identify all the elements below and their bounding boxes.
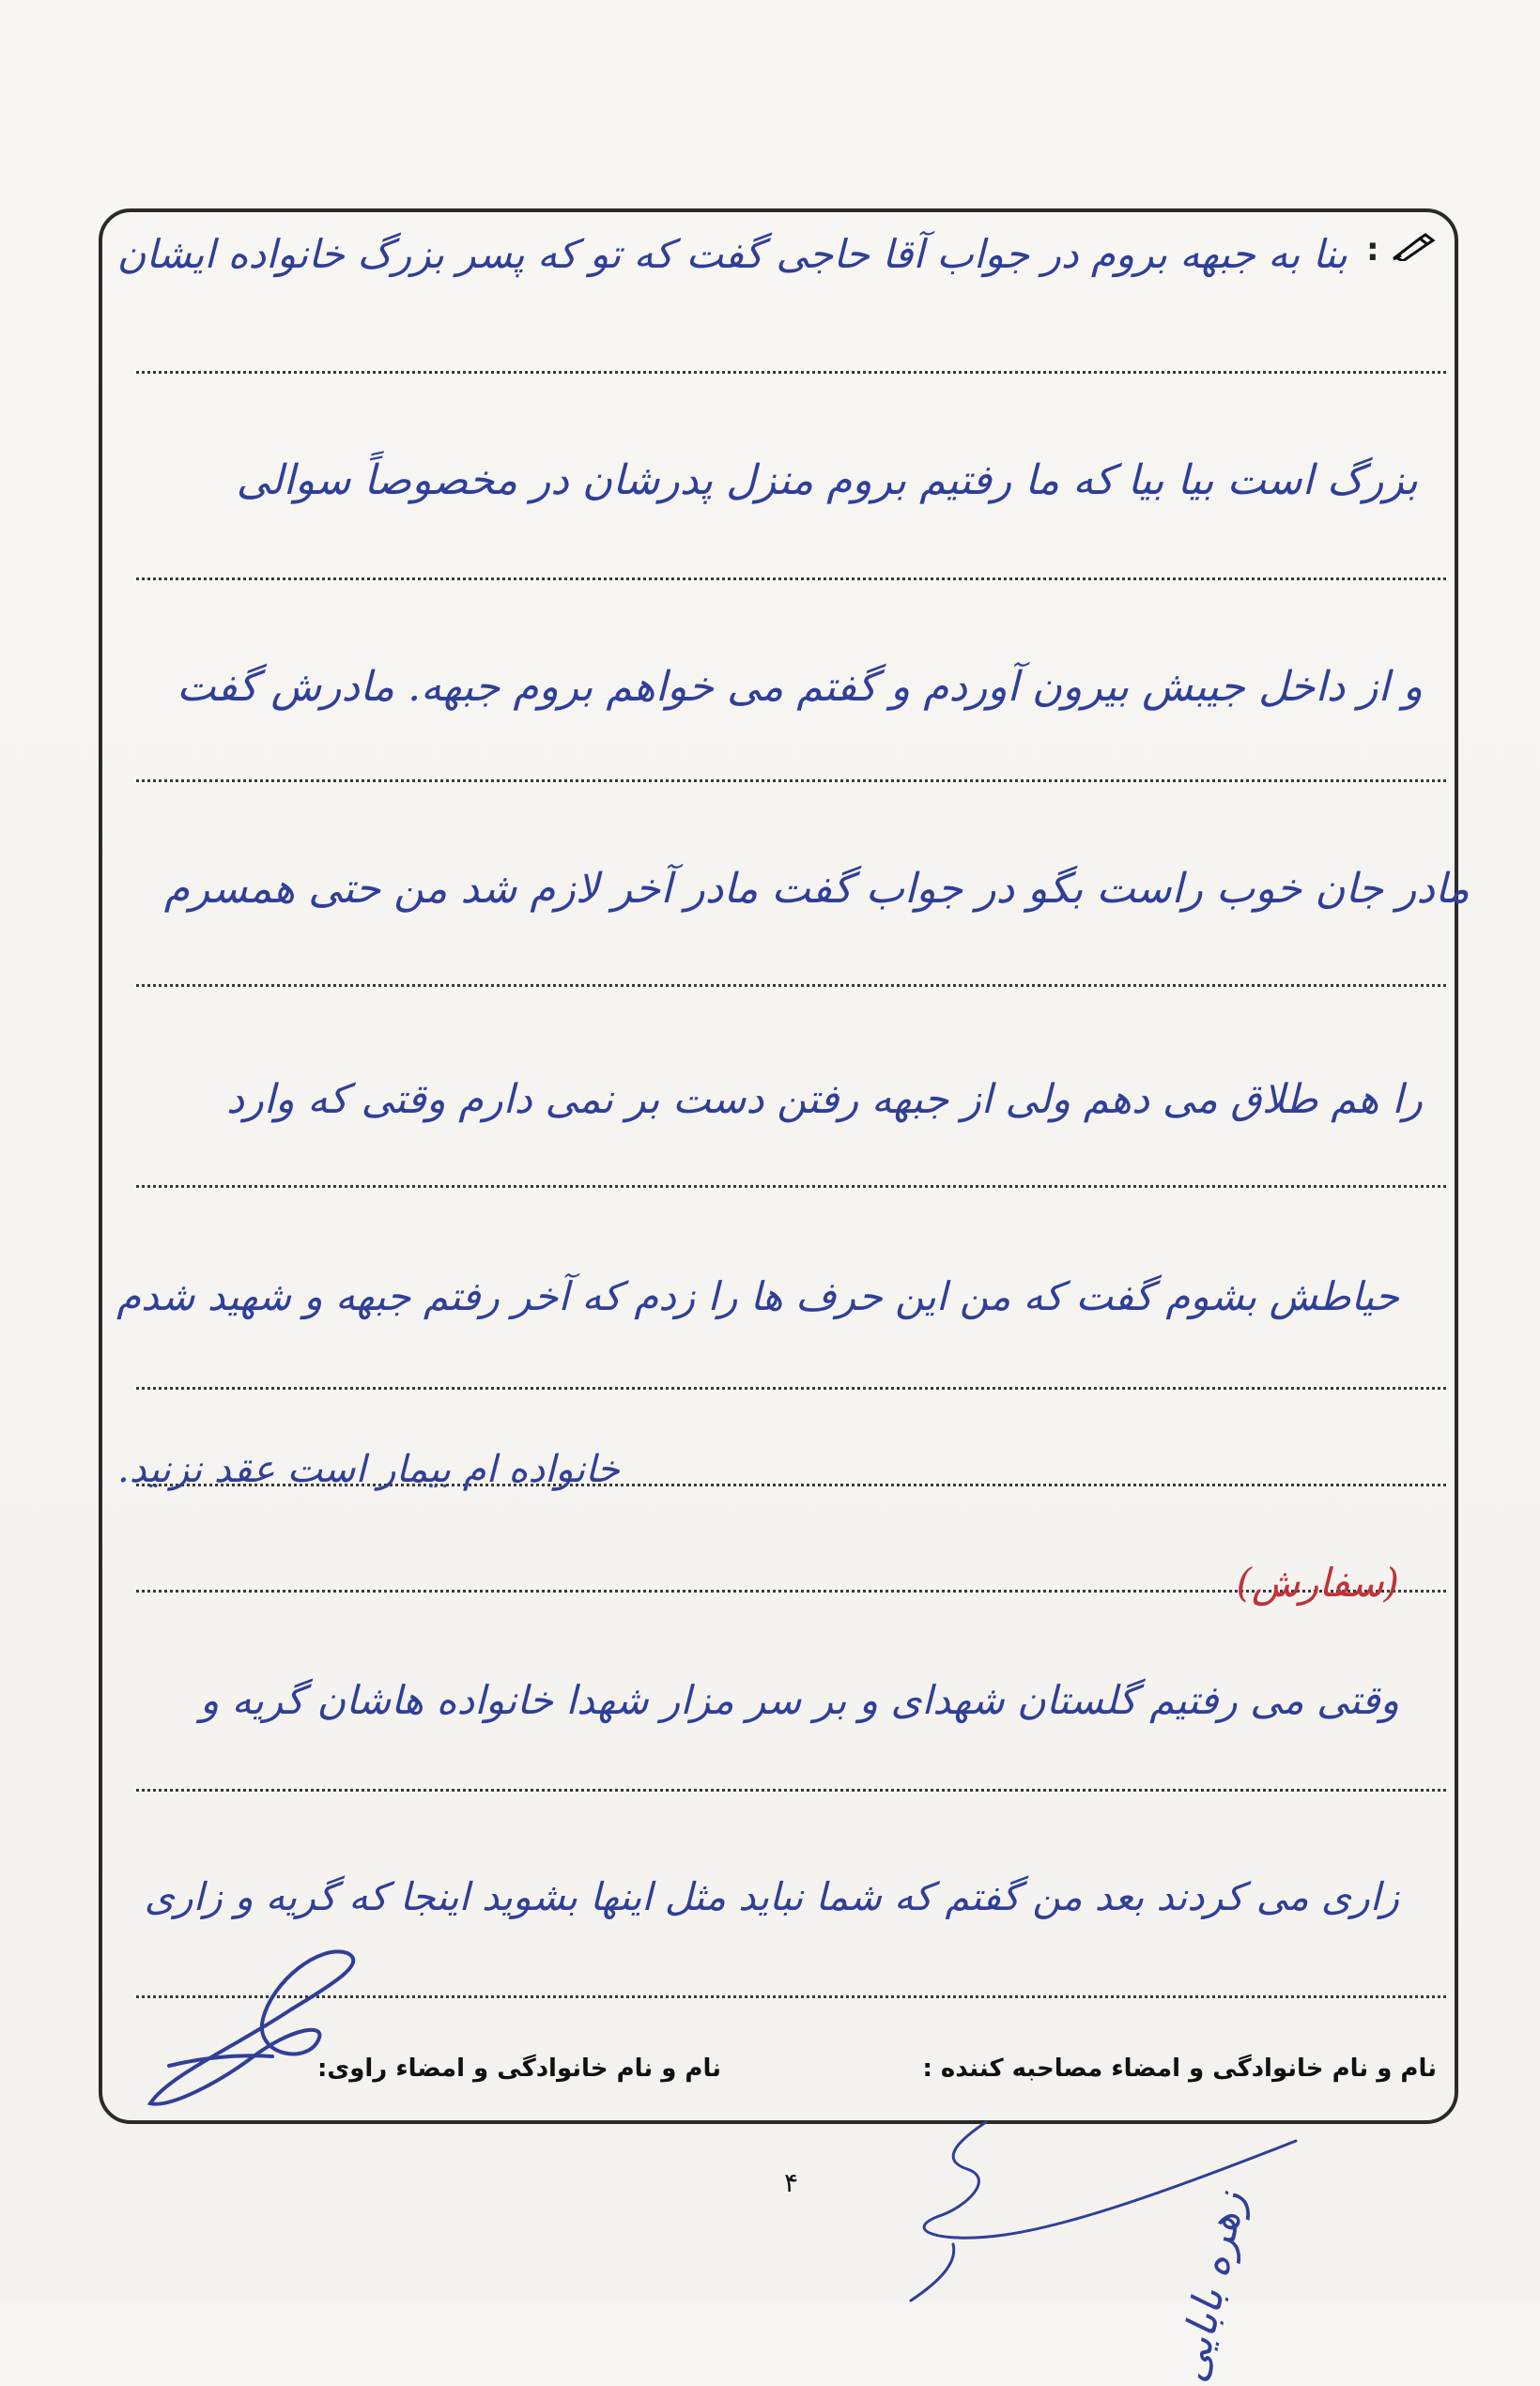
interviewer-signature-name: زهره بابایی	[1167, 2187, 1255, 2386]
pen-icon	[1392, 233, 1439, 261]
handwritten-line-5: را هم طلاق می دهم ولی از جبهه رفتن دست بر نمی دارم وقتی که وارد	[225, 1076, 1423, 1123]
handwritten-line-6: حیاطش بشوم گفت که من این حرف ها را زدم که آخر رفتم جبهه و شهید شدم	[116, 1273, 1399, 1319]
ruled-line	[136, 371, 1446, 374]
header-colon: :	[1366, 231, 1379, 269]
ruled-line	[136, 779, 1446, 782]
narrator-signature-label: نام و نام خانوادگی و امضاء راوی:	[317, 2055, 721, 2083]
narrator-signature	[131, 1944, 376, 2122]
ruled-line	[136, 984, 1446, 987]
ruled-line	[136, 1185, 1446, 1188]
handwritten-line-9: وقتی می رفتیم گلستان شهدای و بر سر مزار شهدا خانواده هاشان گریه و	[200, 1677, 1399, 1723]
handwritten-line-4: مادر جان خوب راست بگو در جواب گفت مادر آخر لازم شد من حتی همسرم	[163, 865, 1470, 913]
handwritten-heading-advice: (سفارش)	[1236, 1560, 1399, 1606]
handwritten-line-10: زاری می کردند بعد من گفتم که شما نباید مثل اینها بشوید اینجا که گریه و زاری	[144, 1874, 1399, 1919]
ruled-line	[136, 1789, 1446, 1792]
page-number: ۴	[784, 2167, 799, 2198]
ruled-line	[136, 1387, 1446, 1390]
ruled-line	[136, 577, 1446, 580]
handwritten-line-3: و از داخل جیبش بیرون آوردم و گفتم می خواهم بروم جبهه. مادرش گفت	[177, 663, 1423, 711]
interviewer-signature-label: نام و نام خانوادگی و امضاء مصاحبه کننده :	[922, 2055, 1437, 2083]
handwritten-line-1: بنا به جبهه بروم در جواب آقا حاجی گفت که تو که پسر بزرگ خانواده ایشان	[116, 231, 1348, 277]
handwritten-line-7: خانواده ام بیمار است عقد نزنید.	[117, 1448, 620, 1491]
handwritten-line-2: بزرگ است بیا بیا که ما رفتیم بروم منزل پدرشان در مخصوصاً سوالی	[236, 456, 1418, 504]
